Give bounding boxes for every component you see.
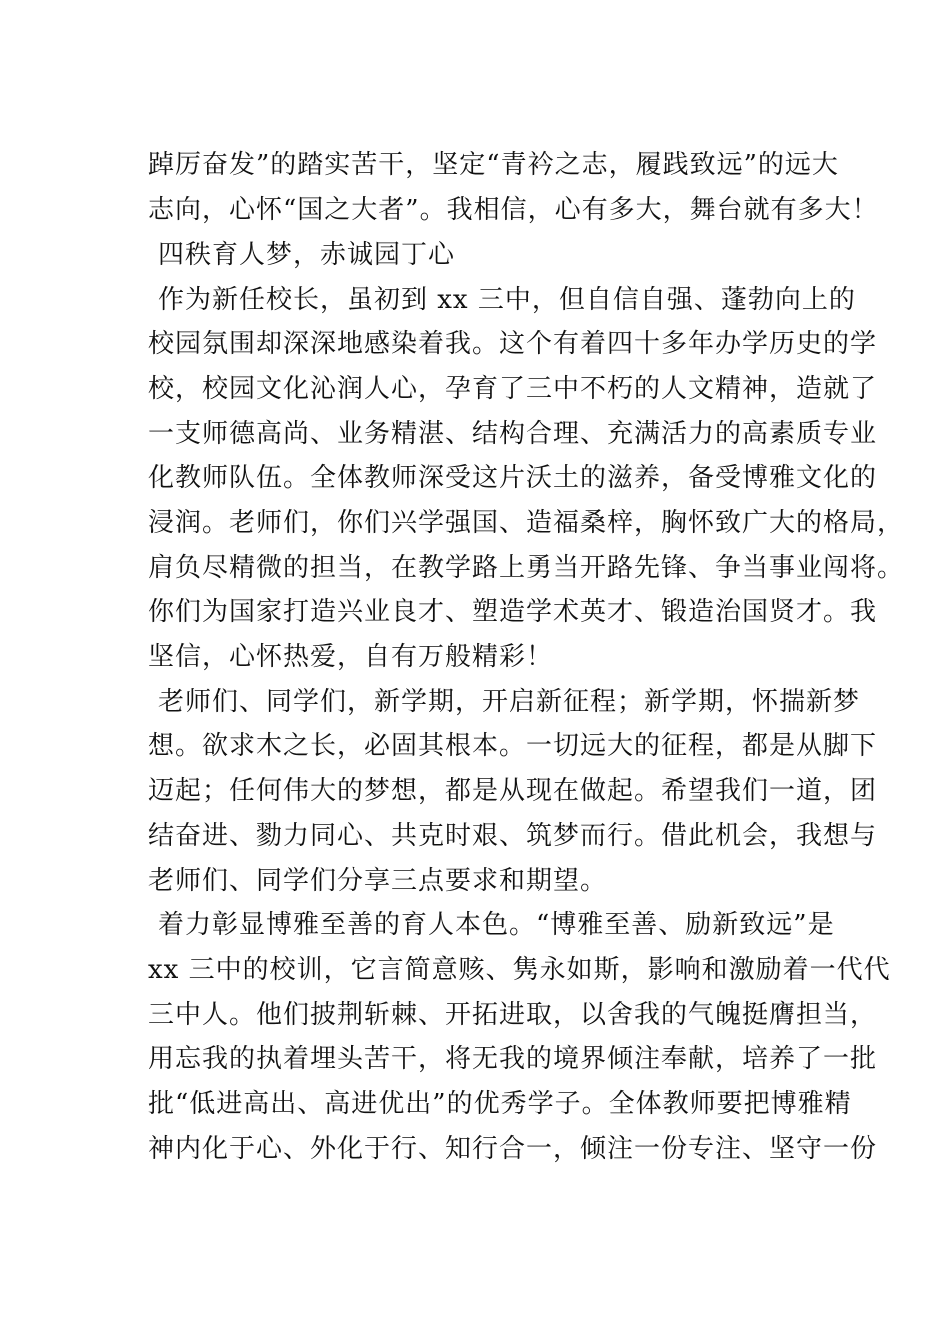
text-line: 老师们、同学们分享三点要求和期望。	[148, 866, 608, 896]
section-heading: 四秩育人梦，赤诚园丁心	[158, 240, 456, 270]
text-line: 踔厉奋发”的踏实苦干，坚定“青衿之志，履践致远”的远大	[148, 150, 839, 180]
text-line: 三中人。他们披荆斩棘、开拓进取，以舍我的气魄挺膺担当，	[148, 1000, 878, 1030]
text-line: 作为新任校长，虽初到 xx 三中，但自信自强、蓬勃向上的	[158, 285, 856, 315]
text-line: 志向，心怀“国之大者”。我相信，心有多大，舞台就有多大！	[148, 195, 879, 225]
text-line: 校园氛围却深深地感染着我。这个有着四十多年办学历史的学	[148, 329, 878, 359]
text-line: xx 三中的校训，它言简意赅、隽永如斯，影响和激励着一代代	[148, 955, 891, 985]
text-line: 校，校园文化沁润人心，孕育了三中不朽的人文精神，造就了	[148, 374, 878, 404]
text-line: 批“低进高出、高进优出”的优秀学子。全体教师要把博雅精	[148, 1089, 852, 1119]
text-line: 你们为国家打造兴业良才、塑造学术英才、锻造治国贤才。我	[148, 597, 878, 627]
text-line: 一支师德高尚、业务精湛、结构合理、充满活力的高素质专业	[148, 419, 878, 449]
text-line: 老师们、同学们，新学期，开启新征程；新学期，怀揣新梦	[158, 687, 861, 717]
text-line: 迈起；任何伟大的梦想，都是从现在做起。希望我们一道，团	[148, 776, 878, 806]
text-line: 坚信，心怀热爱，自有万般精彩！	[148, 642, 554, 672]
text-line: 浸润。老师们，你们兴学强国、造福桑梓，胸怀致广大的格局，	[148, 508, 905, 538]
text-line: 肩负尽精微的担当，在教学路上勇当开路先锋、争当事业闯将。	[148, 553, 905, 583]
text-line: 化教师队伍。全体教师深受这片沃土的滋养，备受博雅文化的	[148, 463, 878, 493]
text-line: 着力彰显博雅至善的育人本色。“博雅至善、励新致远”是	[158, 910, 835, 940]
text-line: 结奋进、勠力同心、共克时艰、筑梦而行。借此机会，我想与	[148, 821, 878, 851]
text-line: 想。欲求木之长，必固其根本。一切远大的征程，都是从脚下	[148, 731, 878, 761]
text-line: 用忘我的执着埋头苦干，将无我的境界倾注奉献，培养了一批	[148, 1044, 878, 1074]
text-line: 神内化于心、外化于行、知行合一，倾注一份专注、坚守一份	[148, 1134, 878, 1164]
